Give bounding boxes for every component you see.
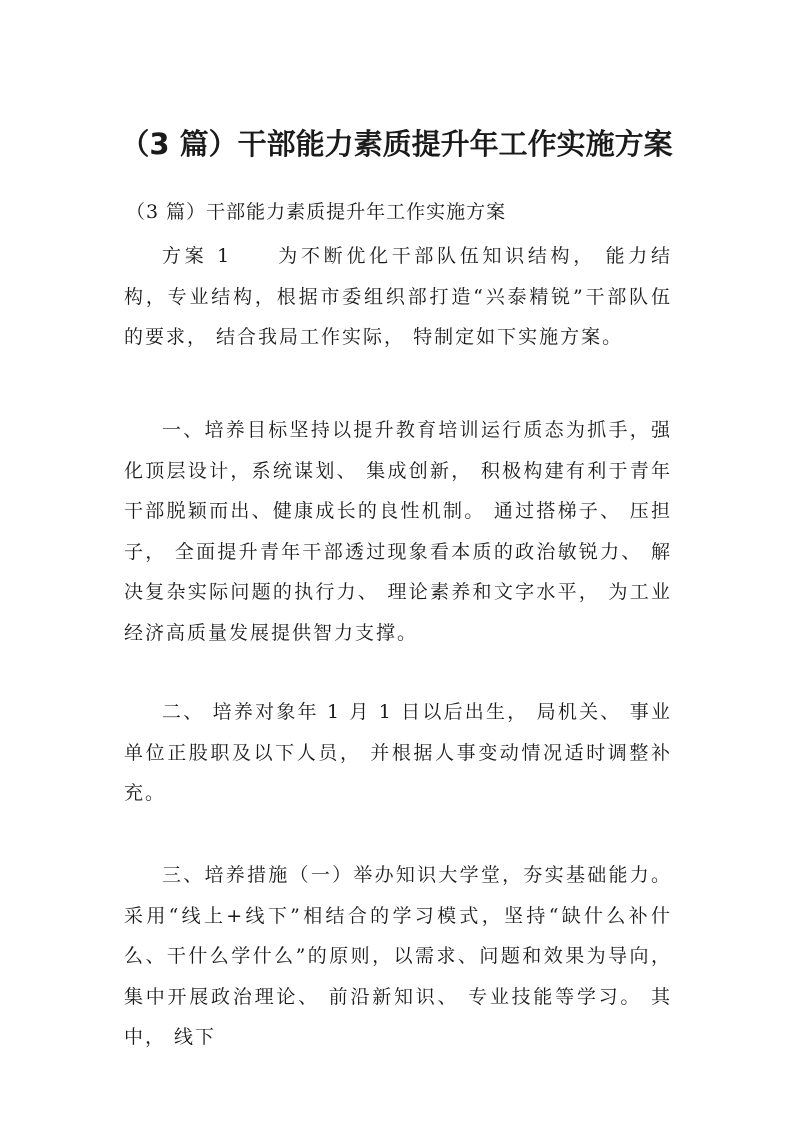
document-title: （3 篇）干部能力素质提升年工作实施方案 — [120, 127, 673, 161]
paragraph-training-measures: 三、培养措施（一）举办知识大学堂，夯实基础能力。采用“线上+线下”相结合的学习模式，坚持“缺什么补什么、干什么学什么”的原则，以需求、问题和效果为导向，集中开展政治理论、 前沿新知识、 专业技能等学习。 其中， 线下 — [124, 864, 672, 1048]
document-subtitle: （3 篇）干部能力素质提升年工作实施方案 — [126, 201, 507, 223]
paragraph-plan-intro: 方案 1 为不断优化干部队伍知识结构， 能力结构，专业结构，根据市委组织部打造“兴泰精锐”干部队伍的要求， 结合我局工作实际， 特制定如下实施方案。 — [124, 245, 672, 348]
paragraph-training-goal: 一、培养目标坚持以提升教育培训运行质态为抓手，强化顶层设计，系统谋划、 集成创新， 积极构建有利于青年干部脱颖而出、健康成长的良性机制。 通过搭梯子、 压担子， 全面提升青年干部透过现象看本质的政治敏锐力、 解决复杂实际问题的执行力、 理论素养和文字水平， 为工业经济高质量发展提供智力支撑。 — [124, 419, 672, 644]
paragraph-training-target: 二、 培养对象年 1 月 1 日以后出生， 局机关、 事业单位正股职及以下人员， 并根据人事变动情况适时调整补充。 — [124, 701, 672, 804]
